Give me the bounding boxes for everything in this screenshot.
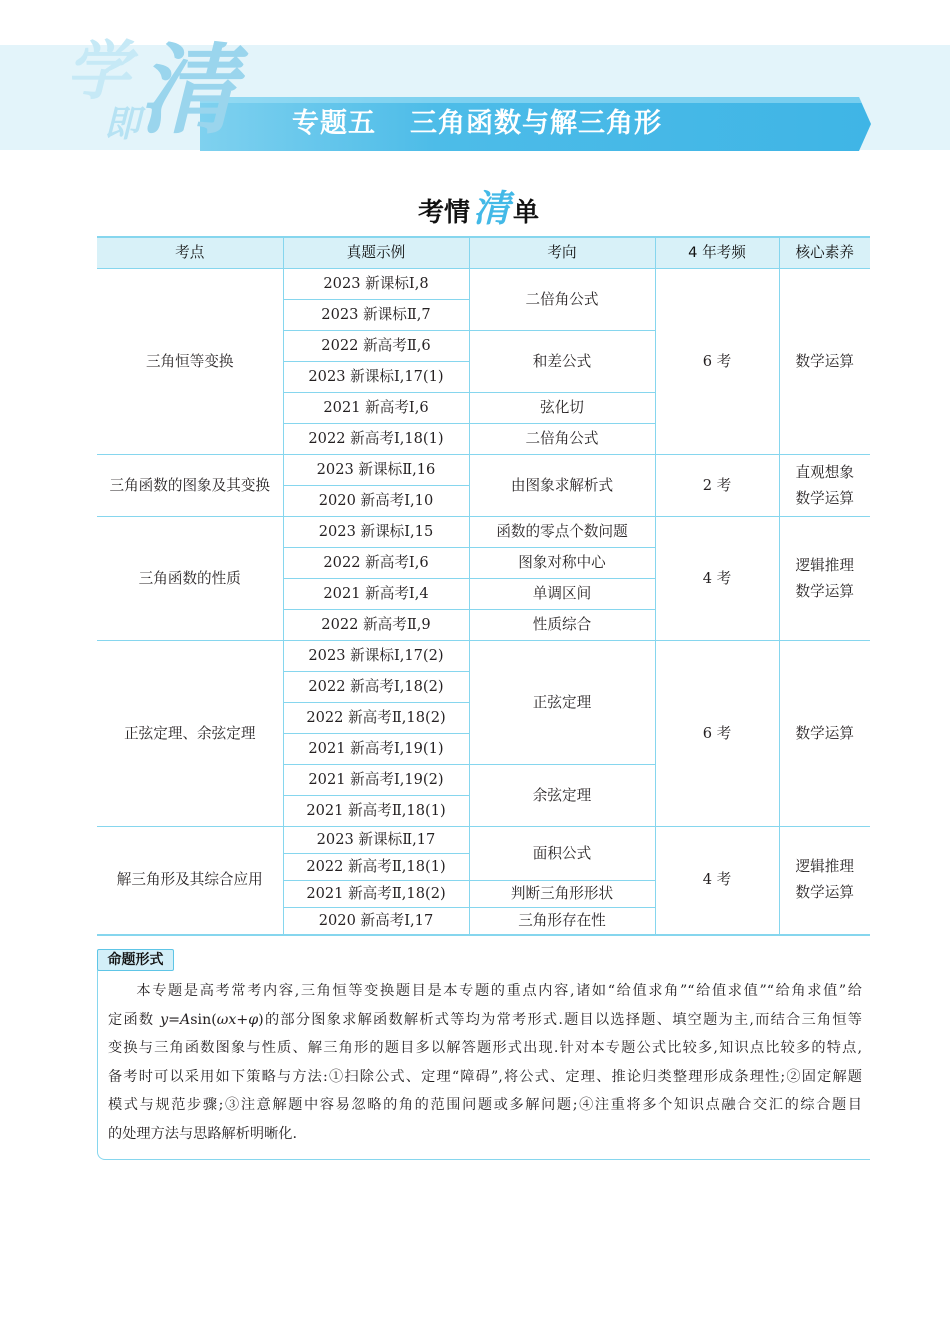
example-cell: 2020 新高考Ⅰ,17: [283, 908, 469, 935]
example-cell: 2023 新课标Ⅰ,17(1): [283, 362, 469, 393]
topic-number: 专题五: [292, 108, 376, 139]
analysis-line: 模式与规范步骤;③注意解题中容易忽略的角的范围问题或多解问题;④注重将多个知识点融合交汇的综合题目: [108, 1097, 862, 1114]
formula-var: y: [160, 1011, 169, 1028]
example-cell: 2022 新高考Ⅰ,6: [283, 548, 469, 579]
literacy-item: 逻辑推理: [795, 556, 854, 574]
direction-cell: 性质综合: [469, 610, 655, 641]
direction-cell: 余弦定理: [469, 765, 655, 827]
example-cell: 2022 新高考Ⅱ,9: [283, 610, 469, 641]
header-frequency: 4 年考频: [655, 237, 779, 269]
direction-cell: 图象对称中心: [469, 548, 655, 579]
literacy-item: 数学运算: [795, 724, 854, 742]
analysis-line: 备考时可以采用如下策略与方法:①扫除公式、定理“障碍”,将公式、定理、推论归类整理形成条理性;②固定解题: [108, 1068, 862, 1085]
formula-op: ): [258, 1011, 264, 1028]
analysis-line: 本专题是高考常考内容,三角恒等变换题目是本专题的重点内容,诸如“给值求角”“给值求值”“给角求值”给: [136, 983, 862, 999]
table-row: [97, 827, 870, 854]
direction-cell: 函数的零点个数问题: [469, 517, 655, 548]
example-cell: 2021 新高考Ⅱ,18(2): [283, 881, 469, 908]
header-topic: 考点: [97, 237, 283, 269]
direction-cell: 二倍角公式: [469, 269, 655, 331]
formula-op: +: [236, 1011, 249, 1028]
formula-func: sin(: [190, 1011, 217, 1028]
analysis-line: 的处理方法与思路解析明晰化.: [108, 1125, 297, 1142]
example-cell: 2020 新高考Ⅰ,10: [283, 486, 469, 517]
direction-cell: 面积公式: [469, 827, 655, 881]
table-row: [97, 269, 870, 300]
literacy-cell: [779, 827, 870, 935]
frequency-cell: 4 考: [655, 517, 779, 641]
literacy-item: 数学运算: [795, 352, 854, 370]
topic-cell: 三角恒等变换: [97, 269, 283, 455]
example-cell: 2021 新高考Ⅰ,6: [283, 393, 469, 424]
example-cell: 2021 新高考Ⅰ,19(2): [283, 765, 469, 796]
example-cell: 2022 新高考Ⅰ,18(2): [283, 672, 469, 703]
header-examples: 真题示例: [283, 237, 469, 269]
header-literacy: 核心素养: [779, 237, 870, 269]
direction-cell: 单调区间: [469, 579, 655, 610]
literacy-item: 数学运算: [795, 582, 854, 600]
literacy-item: 数学运算: [795, 884, 854, 902]
frequency-cell: 4 考: [655, 827, 779, 935]
example-cell: 2023 新课标Ⅰ,17(2): [283, 641, 469, 672]
topic-cell: 正弦定理、余弦定理: [97, 641, 283, 827]
formula-var: φ: [248, 1011, 259, 1028]
example-cell: 2022 新高考Ⅱ,6: [283, 331, 469, 362]
literacy-item: 直观想象: [795, 463, 854, 481]
frequency-cell: 2 考: [655, 455, 779, 517]
literacy-cell: [779, 269, 870, 455]
literacy-cell: [779, 455, 870, 517]
direction-cell: 二倍角公式: [469, 424, 655, 455]
topic-title: 三角函数与解三角形: [410, 108, 662, 139]
example-cell: 2023 新课标Ⅱ,17: [283, 827, 469, 854]
literacy-cell: [779, 641, 870, 827]
direction-cell: 由图象求解析式: [469, 455, 655, 517]
table-row: [97, 641, 870, 672]
example-cell: 2023 新课标Ⅱ,7: [283, 300, 469, 331]
header-direction: 考向: [469, 237, 655, 269]
example-cell: 2023 新课标Ⅰ,15: [283, 517, 469, 548]
topic-cell: 解三角形及其综合应用: [97, 827, 283, 935]
table-header-row: [97, 237, 870, 269]
direction-cell: 三角形存在性: [469, 908, 655, 935]
analysis-text: 定函数: [108, 1011, 161, 1028]
literacy-item: 数学运算: [795, 489, 854, 507]
section-title-part1: 考情: [418, 198, 471, 228]
analysis-box: [97, 970, 870, 1160]
logo-char-qing: 清: [138, 33, 237, 148]
example-cell: 2022 新高考Ⅱ,18(2): [283, 703, 469, 734]
topic-cell: 三角函数的性质: [97, 517, 283, 641]
example-cell: 2021 新高考Ⅰ,19(1): [283, 734, 469, 765]
formula-var: A: [180, 1011, 191, 1028]
analysis-line: 变换与三角函数图象与性质、解三角形的题目多以解答题形式出现.针对本专题公式比较多,知识点比较多的特点,: [108, 1040, 862, 1057]
table-row: [97, 455, 870, 486]
topic-cell: 三角函数的图象及其变换: [97, 455, 283, 517]
analysis-line: [108, 1006, 862, 1035]
formula-var: ωx: [216, 1011, 237, 1028]
example-cell: 2022 新高考Ⅱ,18(1): [283, 854, 469, 881]
analysis-text: 的部分图象求解函数解析式等均为常考形式.题目以选择题、填空题为主,而结合三角恒等: [263, 1011, 862, 1028]
direction-cell: 判断三角形形状: [469, 881, 655, 908]
example-cell: 2023 新课标Ⅱ,16: [283, 455, 469, 486]
example-cell: 2022 新高考Ⅰ,18(1): [283, 424, 469, 455]
section-title: [418, 186, 539, 230]
direction-cell: 弦化切: [469, 393, 655, 424]
section-title-part2: 单: [513, 198, 540, 228]
direction-cell: 正弦定理: [469, 641, 655, 765]
analysis-label: 命题形式: [97, 949, 174, 971]
exam-table: [97, 236, 870, 936]
literacy-item: 逻辑推理: [795, 858, 854, 876]
literacy-cell: [779, 517, 870, 641]
section-title-highlight: 清: [473, 186, 511, 230]
table-row: [97, 517, 870, 548]
example-cell: 2023 新课标Ⅰ,8: [283, 269, 469, 300]
example-cell: 2021 新高考Ⅰ,4: [283, 579, 469, 610]
frequency-cell: 6 考: [655, 269, 779, 455]
direction-cell: 和差公式: [469, 331, 655, 393]
example-cell: 2021 新高考Ⅱ,18(1): [283, 796, 469, 827]
logo-char-ji: 即: [104, 103, 141, 145]
formula-op: =: [168, 1011, 180, 1028]
frequency-cell: 6 考: [655, 641, 779, 827]
logo-char-xue: 学: [66, 34, 130, 109]
